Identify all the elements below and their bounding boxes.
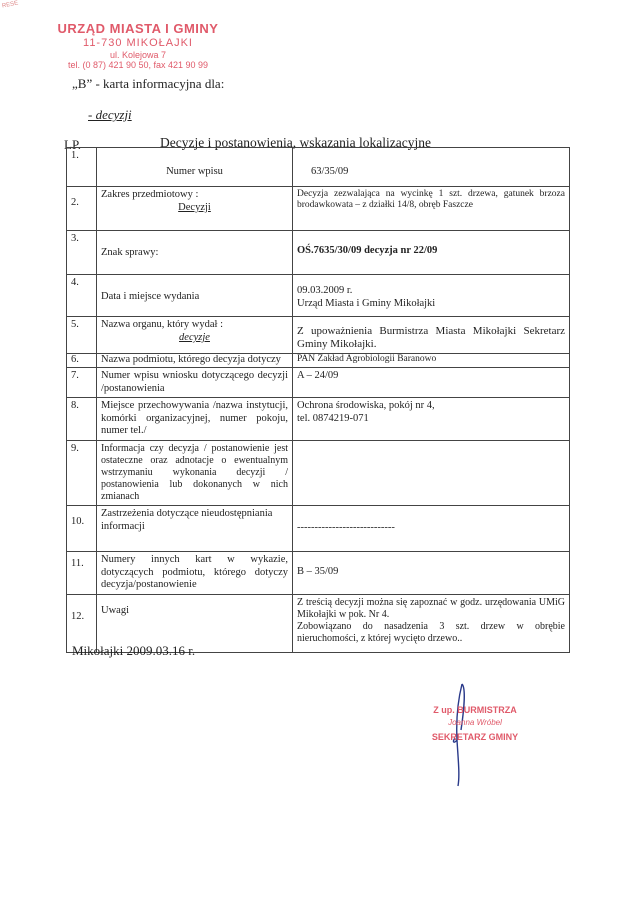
row-value: 63/35/09 <box>293 148 570 187</box>
row-value: PAN Zakład Agrobiologii Baranowo <box>293 354 570 368</box>
stamp-line-4: tel. (0 87) 421 90 50, fax 421 90 99 <box>67 59 209 70</box>
row-value <box>293 440 570 505</box>
row-number: 12. <box>67 594 97 652</box>
row-value: Z upoważnienia Burmistrza Miasta Mikołajki Sekretarz Gminy Mikołajki. <box>293 317 570 354</box>
table-row <box>67 354 570 368</box>
document-title: „B” - karta informacyjna dla: <box>72 76 225 91</box>
signature-stamp-line-2: SEKRETARZ GMINY <box>431 732 519 743</box>
table-row <box>67 440 570 505</box>
stamp-line-1: URZĄD MIASTA I GMINY <box>57 21 219 36</box>
row-number: 5. <box>67 317 97 354</box>
row-value: A – 24/09 <box>293 367 570 397</box>
row-label: Zastrzeżenia dotyczące nieudostępniania informacji <box>97 505 293 551</box>
table-row <box>67 275 570 317</box>
office-stamp <box>48 22 228 70</box>
row-label-sub: decyzje <box>179 331 210 343</box>
row-number: 4. <box>67 275 97 317</box>
row-number: 11. <box>67 551 97 594</box>
row-label: Znak sprawy: <box>97 231 293 275</box>
row-number: 6. <box>67 354 97 368</box>
row-label <box>97 148 293 187</box>
table-caption: Decyzje i postanowienia, wskazania lokalizacyjne <box>160 135 432 150</box>
row-value: B – 35/09 <box>293 551 570 594</box>
lp-label: LP. <box>64 137 81 152</box>
document-subject: - decyzji <box>88 107 132 122</box>
info-table <box>66 147 570 653</box>
row-label-text: Numer wpisu <box>166 166 223 177</box>
stamp-line-2: 11-730 MIKOŁAJKI <box>83 36 193 49</box>
table-row <box>67 148 570 187</box>
table-row <box>67 317 570 354</box>
row-value <box>293 398 570 441</box>
table-row <box>67 231 570 275</box>
place-and-date: Mikołajki 2009.03.16 r. <box>72 643 196 658</box>
row-number: 8. <box>67 398 97 441</box>
row-label: Informacja czy decyzja / postanowienie jest ostateczne oraz adnotacje o ewentualnym wstrzymaniu wykonania decyzji / postanowienia lub dokonanych w nich zmianach <box>97 440 293 505</box>
row-number: 9. <box>67 440 97 505</box>
corner-mark: RESE <box>1 0 19 10</box>
table-row <box>67 187 570 231</box>
row-label-sub: Decyzji <box>178 201 211 213</box>
table-row <box>67 367 570 397</box>
row-label: Numer wpisu wniosku dotyczącego decyzji /postanowienia <box>97 367 293 397</box>
row-label: Nazwa podmiotu, którego decyzja dotyczy <box>97 354 293 368</box>
row-label <box>97 317 293 354</box>
row-value-line-2: Urząd Miasta i Gminy Mikołajki <box>297 297 436 309</box>
row-value-line-2: tel. 0874219-071 <box>297 412 369 424</box>
row-value: OŚ.7635/30/09 decyzja nr 22/09 <box>293 231 570 275</box>
table-row <box>67 398 570 441</box>
row-label: Data i miejsce wydania <box>97 275 293 317</box>
table-row <box>67 505 570 551</box>
row-value-line-1: Ochrona środowiska, pokój nr 4, <box>297 400 435 412</box>
row-number: 3. <box>67 231 97 275</box>
row-value: ---------------------------- <box>293 505 570 551</box>
row-value-line-1: Z treścią decyzji można się zapoznać w godz. urzędowania UMiG Mikołajki w pok. Nr 4. <box>297 596 565 620</box>
row-label: Numery innych kart w wykazie, dotyczących podmiotu, którego dotyczy decyzja/postanowienie <box>97 551 293 594</box>
row-number: 1. <box>67 148 97 187</box>
row-value-line-1: 09.03.2009 r. <box>297 285 353 296</box>
signature-stamp <box>410 703 540 745</box>
row-label: Uwagi <box>97 594 293 652</box>
stamp-line-3: ul. Kolejowa 7 <box>109 49 167 60</box>
row-number: 7. <box>67 367 97 397</box>
row-value <box>293 594 570 652</box>
row-number: 10. <box>67 505 97 551</box>
row-label: Miejsce przechowywania /nazwa instytucji, komórki organizacyjnej, numer pokoju, numer tel./ <box>97 398 293 441</box>
row-value: Decyzja zezwalająca na wycinkę 1 szt. drzewa, gatunek brzoza brodawkowata – z działki 14/8, obręb Faszcze <box>293 187 570 231</box>
signature-name: Joanna Wróbel <box>448 718 502 728</box>
row-value <box>293 275 570 317</box>
signature-stamp-line-1: Z up. BURMISTRZA <box>433 705 517 715</box>
row-label-text: Zakres przedmiotowy : <box>101 189 199 200</box>
row-label <box>97 187 293 231</box>
row-label-text: Nazwa organu, który wydał : <box>101 319 223 330</box>
row-value-line-2: Zobowiązano do nasadzenia 3 szt. drzew w obrębie nieruchomości, z której wycięto drzewo.. <box>297 620 565 644</box>
table-row <box>67 551 570 594</box>
row-number: 2. <box>67 187 97 231</box>
